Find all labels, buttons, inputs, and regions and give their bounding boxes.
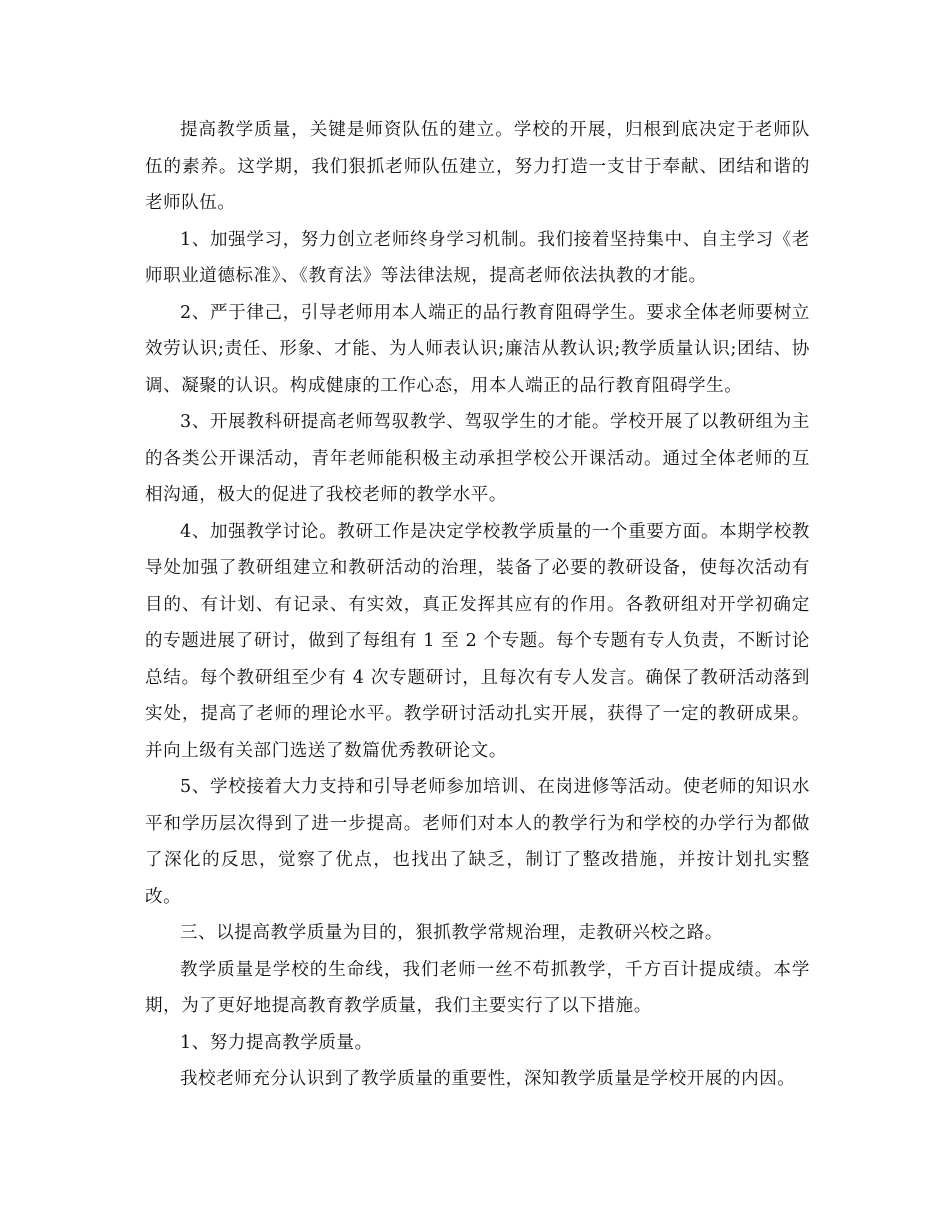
paragraph-item-1-learning: 1、加强学习，努力创立老师终身学习机制。我们接着坚持集中、自主学习《老师职业道德标准》、《教育法》等法律法规，提高老师依法执教的才能。: [145, 229, 810, 286]
paragraph-teacher-team-intro: 提高教学质量，关键是师资队伍的建立。学校的开展，归根到底决定于老师队伍的素养。这学期，我们狠抓老师队伍建立，努力打造一支甘于奉献、团结和谐的老师队伍。: [145, 120, 810, 213]
paragraph-subitem-1: 1、努力提高教学质量。: [180, 1032, 373, 1053]
section-heading-three: 三、以提高教学质量为目的，狠抓教学常规治理，走教研兴校之路。: [180, 923, 723, 943]
document-body: [145, 112, 810, 1098]
paragraph-item-4-teaching-discussion: 4、加强教学讨论。教研工作是决定学校教学质量的一个重要方面。本期学校教导处加强了教研组建立和教研活动的治理，装备了必要的教研设备，使每次活动有目的、有计划、有记录、有实效，真正发挥其应有的作用。各教研组对开学初确定的专题进展了研讨，做到了每组有 1 至 2 个专题。每个专题有专人负责，不断讨论总结。每个教研组至少有 4 次专题研讨，且每次有专人发言。确保了教研活动落到实处，提高了老师的理论水平。教学研讨活动扎实开展，获得了一定的教研成果。并向上级有关部门选送了数篇优秀教研论文。: [145, 521, 810, 761]
paragraph-quality-lifeline: 教学质量是学校的生命线，我们老师一丝不苟抓教学，千方百计提成绩。本学期，为了更好地提高教育教学质量，我们主要实行了以下措施。: [145, 959, 810, 1016]
paragraph-item-3-research: 3、开展教科研提高老师驾驭教学、驾驭学生的才能。学校开展了以教研组为主的各类公开课活动，青年老师能积极主动承担学校公开课活动。通过全体老师的互相沟通，极大的促进了我校老师的教学水平。: [145, 412, 810, 505]
paragraph-quality-awareness: 我校老师充分认识到了教学质量的重要性，深知教学质量是学校开展的内因。: [180, 1069, 796, 1089]
paragraph-item-2-self-discipline: 2、严于律己，引导老师用本人端正的品行教育阻碍学生。要求全体老师要树立效劳认识;责任、形象、才能、为人师表认识;廉洁从教认识;教学质量认识;团结、协调、凝聚的认识。构成健康的工作心态，用本人端正的品行教育阻碍学生。: [145, 302, 810, 396]
paragraph-item-5-training: 5、学校接着大力支持和引导老师参加培训、在岗进修等活动。使老师的知识水平和学历层次得到了进一步提高。老师们对本人的教学行为和学校的办学行为都做了深化的反思，觉察了优点，也找出了缺乏，制订了整改措施，并按计划扎实整改。: [145, 777, 810, 907]
